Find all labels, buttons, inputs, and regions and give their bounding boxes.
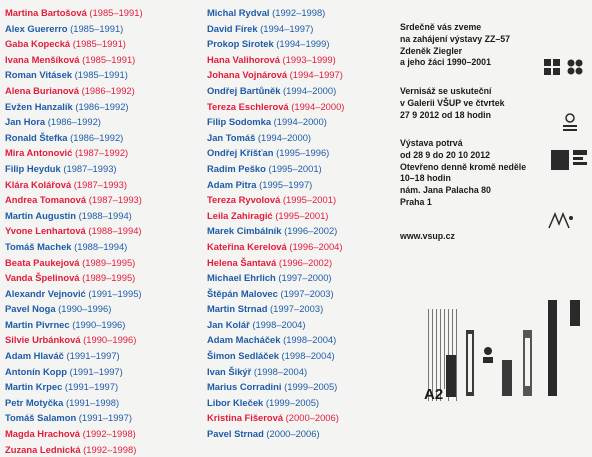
student-years: (1991–1997) — [66, 365, 123, 377]
student-entry — [207, 426, 344, 442]
invite-block — [400, 22, 510, 69]
sponsor-logo-3 — [482, 345, 494, 365]
student-name: Mira Antonović — [5, 147, 73, 159]
student-entry — [207, 52, 344, 68]
student-years: (1994–2000) — [271, 116, 327, 128]
student-years: (1995–2001) — [280, 194, 337, 206]
student-name: Alexandr Vejnović — [5, 287, 86, 299]
student-name: Radim Peško — [207, 162, 266, 174]
exhibition-block — [400, 138, 526, 209]
student-years: (1989–1995) — [79, 272, 136, 284]
student-years: (1992–1998) — [80, 443, 137, 455]
student-entry — [207, 83, 344, 99]
student-name: Martin Augustin — [5, 209, 76, 221]
student-entry — [207, 21, 344, 37]
student-years: (1997–2003) — [267, 303, 324, 315]
student-entry — [5, 286, 143, 302]
student-years: (2000–2006) — [283, 412, 339, 424]
student-name: Marek Cimbálník — [207, 225, 282, 237]
partner-logo-signature — [547, 210, 575, 232]
sponsor-logo-7 — [570, 300, 580, 326]
student-years: (1987–1992) — [72, 147, 129, 159]
partner-logo-mid — [560, 112, 580, 136]
student-entry — [207, 36, 344, 52]
partner-logo-block-2 — [573, 150, 587, 170]
student-name: Johana Vojnárová — [207, 69, 288, 81]
student-entry — [5, 99, 143, 115]
student-entry — [5, 239, 143, 255]
exhibition-line: od 28 9 do 20 10 2012 — [400, 149, 490, 160]
student-entry — [207, 130, 344, 146]
student-entry — [207, 145, 344, 161]
partner-logo-upper — [543, 58, 561, 76]
student-entry — [5, 348, 143, 364]
student-name: Zuzana Lednická — [5, 443, 81, 455]
sponsor-logo-4 — [502, 360, 512, 396]
student-entry — [207, 410, 344, 426]
student-years: (1987–1993) — [71, 178, 127, 190]
student-entry — [207, 379, 344, 395]
student-entry — [5, 161, 143, 177]
exhibition-line: nám. Jana Palacha 80 — [400, 185, 491, 196]
student-years: (1988–1994) — [71, 240, 128, 252]
student-name: Evžen Hanzalík — [5, 100, 73, 112]
student-years: (1990–1996) — [80, 334, 137, 346]
student-name: Hana Valihorová — [207, 53, 280, 65]
vernissage-line: v Galerii VŠUP ve čtvrtek — [400, 97, 505, 108]
student-name: Martin Krpec — [5, 381, 63, 393]
student-name: Vanda Špelinová — [5, 272, 80, 284]
student-entry — [5, 52, 143, 68]
student-years: (1999–2005) — [281, 381, 338, 393]
student-entry — [5, 223, 143, 239]
student-name: Roman Vitásek — [5, 69, 73, 81]
a2-logo: A2 — [424, 386, 444, 403]
student-entry — [5, 145, 143, 161]
student-entry — [5, 270, 143, 286]
student-name: Adam Pitra — [207, 178, 257, 190]
student-years: (1998–2004) — [278, 350, 335, 362]
student-entry — [5, 364, 143, 380]
student-name: Adam Hlaváč — [5, 350, 64, 362]
student-years: (1987–1993) — [60, 162, 117, 174]
student-name: Petr Motyčka — [5, 396, 64, 408]
student-years: (1988–1994) — [85, 225, 142, 237]
student-years: (1998–2004) — [249, 318, 306, 330]
student-name: Ivana Menšíková — [5, 53, 80, 65]
names-column-2 — [207, 5, 344, 442]
student-entry — [5, 255, 143, 271]
student-years: (1997–2000) — [275, 272, 332, 284]
student-entry — [207, 317, 344, 333]
invite-line: na zahájení výstavy ZZ–57 — [400, 33, 511, 44]
student-name: Michael Ehrlich — [207, 272, 276, 284]
student-name: Jan Hora — [5, 116, 46, 128]
student-years: (1995–2001) — [272, 209, 329, 221]
student-years: (1991–1997) — [62, 381, 119, 393]
exhibition-line: 10–18 hodin — [400, 173, 451, 184]
student-years: (1986–1992) — [45, 116, 101, 128]
invite-line: Zdeněk Ziegler — [400, 45, 463, 56]
student-years: (1990–1996) — [69, 318, 126, 330]
student-entry — [207, 223, 344, 239]
student-years: (1994–1997) — [257, 22, 314, 34]
student-entry — [5, 410, 143, 426]
student-years: (1985–1991) — [86, 7, 143, 18]
student-entry — [5, 21, 143, 37]
student-name: Andrea Tomanová — [5, 194, 87, 206]
student-entry — [207, 114, 344, 130]
student-entry — [207, 208, 344, 224]
student-name: Ondřej Kříšťan — [207, 147, 274, 159]
student-years: (2000–2006) — [263, 428, 320, 440]
exhibition-line: Výstava potrvá — [400, 138, 463, 148]
student-years: (1995–2001) — [265, 162, 322, 174]
student-entry — [5, 177, 143, 193]
student-name: Gaba Kopecká — [5, 38, 71, 50]
student-entry — [5, 208, 143, 224]
student-name: Helena Šantavá — [207, 256, 277, 268]
names-column-1 — [5, 5, 143, 457]
student-entry — [5, 379, 143, 395]
website-url[interactable]: www.vsup.cz — [400, 231, 455, 241]
student-name: Libor Kleček — [207, 396, 264, 408]
student-years: (1995–1997) — [256, 178, 313, 190]
student-years: (1994–2000) — [280, 84, 337, 96]
student-entry — [5, 426, 143, 442]
partner-logo-circles — [566, 58, 584, 76]
student-entry — [207, 270, 344, 286]
student-entry — [5, 83, 143, 99]
student-entry — [5, 301, 143, 317]
student-name: Štěpán Malovec — [207, 287, 278, 299]
student-entry — [5, 67, 143, 83]
student-years: (1986–1992) — [67, 131, 124, 143]
student-name: Tereza Eschlerová — [207, 100, 289, 112]
student-entry — [5, 5, 143, 21]
student-name: Ivan Šikýř — [207, 365, 252, 377]
student-entry — [207, 348, 344, 364]
student-name: Alena Burianová — [5, 84, 79, 96]
sponsor-logo-5 — [523, 330, 532, 396]
student-name: Filip Heyduk — [5, 162, 61, 174]
student-entry — [207, 177, 344, 193]
student-name: Tomáš Machek — [5, 240, 72, 252]
student-years: (1991–1997) — [63, 350, 120, 362]
student-name: Filip Sodomka — [207, 116, 272, 128]
student-name: Prokop Sirotek — [207, 38, 274, 50]
student-name: Martin Pivrnec — [5, 318, 70, 330]
student-name: Ondřej Bartůněk — [207, 84, 281, 96]
student-years: (1986–1992) — [72, 100, 129, 112]
student-years: (1986–1992) — [78, 84, 135, 96]
student-name: Jan Kolář — [207, 318, 250, 330]
student-years: (1985–1991) — [79, 53, 136, 65]
sponsor-logo-2 — [466, 330, 474, 396]
student-name: Magda Hrachová — [5, 428, 81, 440]
student-name: Martina Bartošová — [5, 7, 87, 18]
student-name: Tereza Ryvolová — [207, 194, 281, 206]
student-entry — [207, 364, 344, 380]
student-years: (1994–1999) — [273, 38, 330, 50]
student-entry — [207, 395, 344, 411]
student-years: (1997–2003) — [277, 287, 334, 299]
student-entry — [207, 286, 344, 302]
student-entry — [5, 130, 143, 146]
vernissage-line: Vernisáž se uskuteční — [400, 86, 492, 96]
student-name: Klára Kolářová — [5, 178, 72, 190]
student-years: (1998–2004) — [280, 334, 337, 346]
vernissage-block — [400, 86, 505, 121]
student-name: Martin Strnad — [207, 303, 268, 315]
student-years: (1996–2002) — [281, 225, 338, 237]
website-link[interactable] — [400, 231, 455, 243]
student-entry — [5, 114, 143, 130]
student-entry — [207, 99, 344, 115]
student-entry — [207, 255, 344, 271]
invite-line: Srdečně vás zveme — [400, 22, 482, 32]
student-name: Leila Zahiragić — [207, 209, 273, 221]
student-years: (1991–1995) — [85, 287, 142, 299]
student-years: (1991–1997) — [76, 412, 132, 424]
student-name: Ronald Štefka — [5, 131, 68, 143]
student-entry — [207, 67, 344, 83]
student-years: (1998–2004) — [251, 365, 308, 377]
student-years: (1990–1996) — [55, 303, 112, 315]
student-years: (1985–1991) — [67, 22, 124, 34]
student-years: (1987–1993) — [86, 194, 142, 206]
student-name: Šimon Sedláček — [207, 350, 279, 362]
student-name: David Fírek — [207, 22, 258, 34]
student-name: Yvone Lenhartová — [5, 225, 86, 237]
student-years: (1999–2005) — [263, 396, 320, 408]
student-years: (1992–1998) — [80, 428, 136, 440]
student-entry — [207, 239, 344, 255]
sponsor-logo-6 — [548, 300, 557, 396]
student-years: (1989–1995) — [79, 256, 136, 268]
student-entry — [207, 192, 344, 208]
student-name: Beata Paukejová — [5, 256, 80, 268]
student-years: (1988–1994) — [76, 209, 132, 221]
student-years: (1985–1991) — [72, 69, 128, 81]
student-name: Adam Macháček — [207, 334, 281, 346]
student-entry — [207, 301, 344, 317]
sponsor-logo-1 — [446, 355, 456, 397]
partner-logo-block — [551, 150, 569, 170]
student-name: Jan Tomáš — [207, 131, 256, 143]
student-entry — [5, 36, 143, 52]
student-entry — [5, 192, 143, 208]
student-years: (1985–1991) — [70, 38, 126, 50]
exhibition-line: Otevřeno denně kromě neděle — [400, 161, 527, 172]
student-name: Antonín Kopp — [5, 365, 67, 377]
student-name: Silvie Urbánková — [5, 334, 81, 346]
student-entry — [207, 332, 344, 348]
student-name: Pavel Noga — [5, 303, 56, 315]
student-name: Michal Rydval — [207, 7, 270, 18]
student-years: (1993–1999) — [279, 53, 336, 65]
exhibition-line: Praha 1 — [400, 196, 432, 207]
student-years: (1995–1996) — [273, 147, 330, 159]
student-years: (1992–1998) — [269, 7, 326, 18]
student-years: (1994–2000) — [288, 100, 345, 112]
student-name: Pavel Strnad — [207, 428, 264, 440]
student-name: Kristina Fišerová — [207, 412, 284, 424]
vernissage-line: 27 9 2012 od 18 hodin — [400, 109, 491, 120]
student-name: Tomáš Salamon — [5, 412, 77, 424]
student-years: (1991–1998) — [63, 396, 120, 408]
student-entry — [207, 5, 344, 21]
student-years: (1994–2000) — [255, 131, 312, 143]
student-name: Marius Corradini — [207, 381, 282, 393]
student-years: (1994–1997) — [287, 69, 343, 81]
student-years: (1996–2004) — [286, 240, 343, 252]
invite-line: a jeho žáci 1990–2001 — [400, 57, 491, 68]
student-entry — [5, 332, 143, 348]
student-entry — [5, 442, 143, 457]
student-name: Kateřina Kerelová — [207, 240, 287, 252]
student-name: Alex Guererro — [5, 22, 68, 34]
student-entry — [5, 395, 143, 411]
student-years: (1996–2002) — [276, 256, 333, 268]
student-entry — [207, 161, 344, 177]
student-entry — [5, 317, 143, 333]
